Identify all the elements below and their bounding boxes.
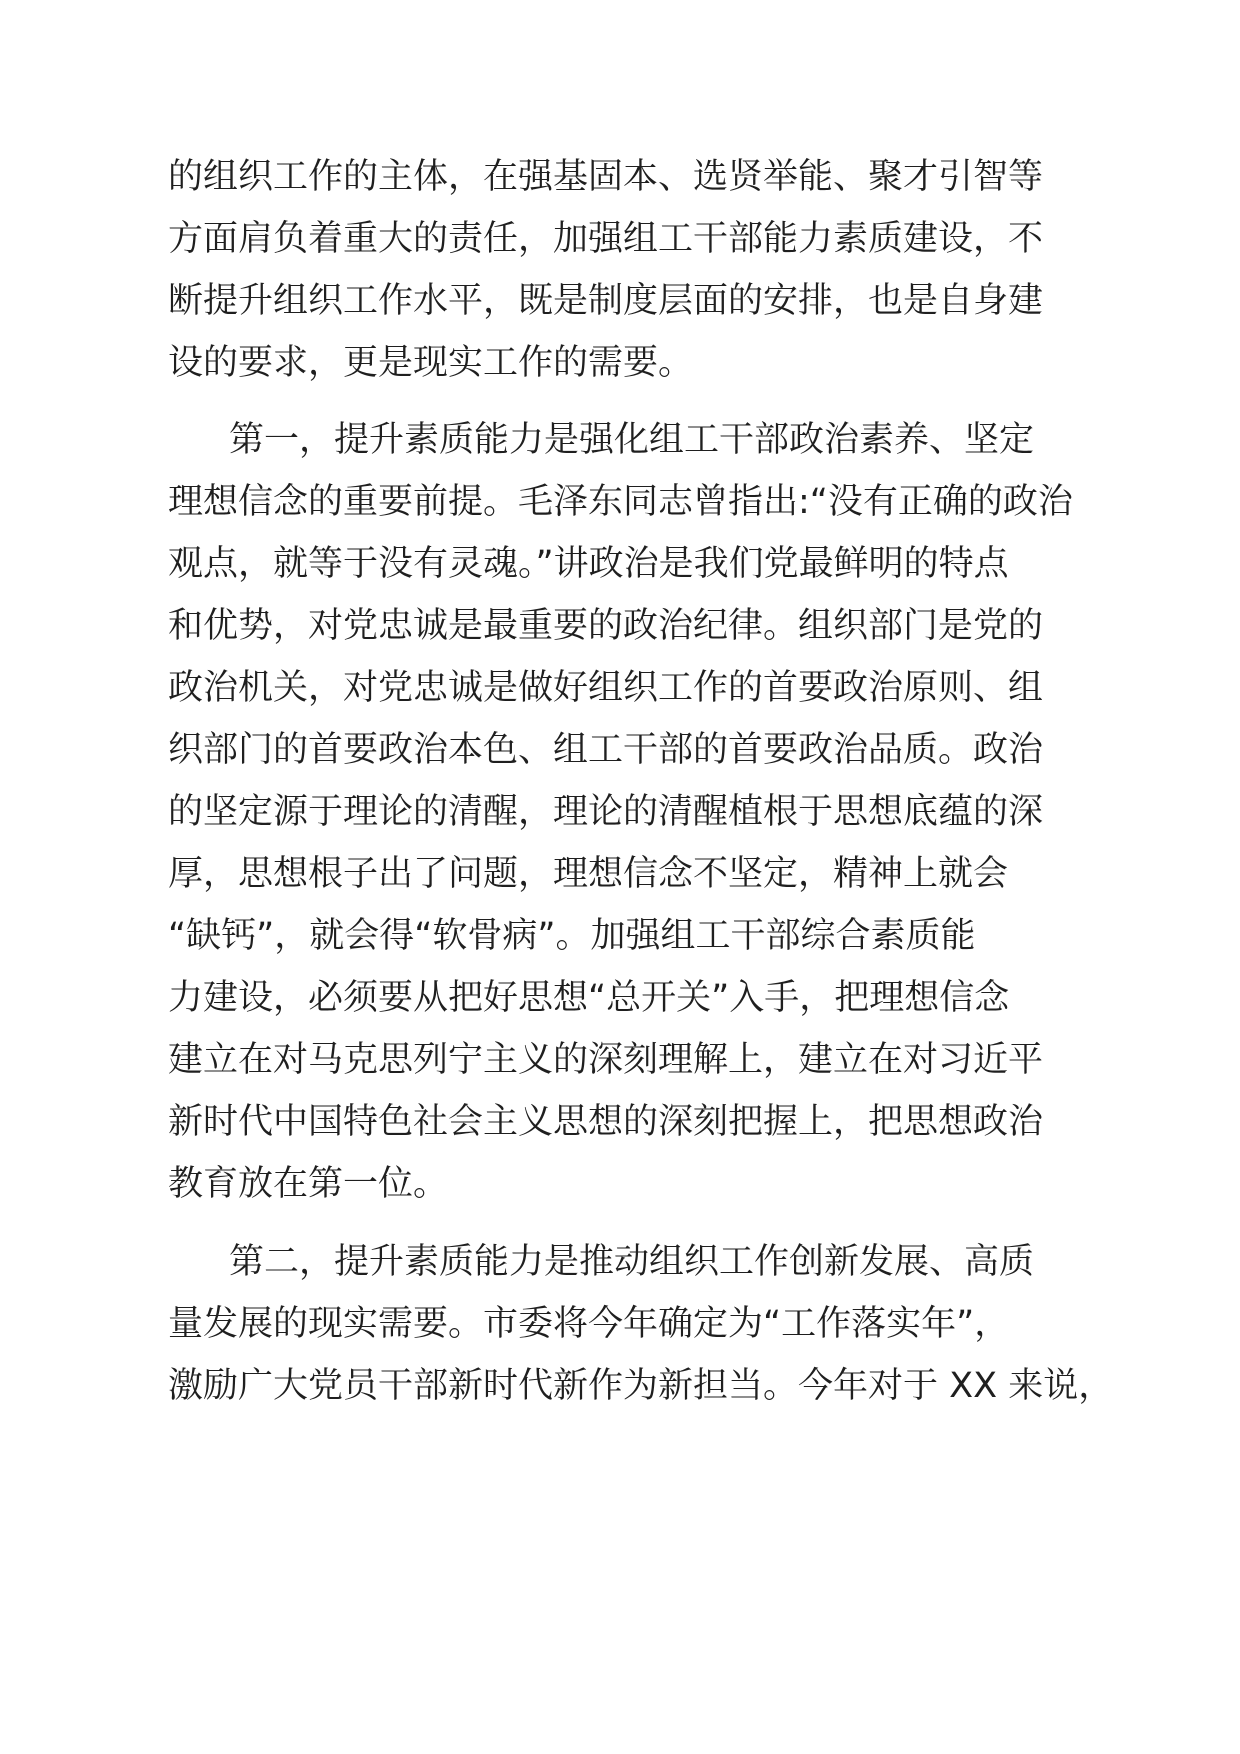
text-line: 新时代中国特色社会主义思想的深刻把握上，把思想政治 [168,1102,1044,1142]
text-line: 的组织工作的主体，在强基固本、选贤举能、聚才引智等 [168,157,1044,197]
text-line: 厚，思想根子出了问题，理想信念不坚定，精神上就会 [168,854,1009,894]
text-line: 第一，提升素质能力是强化组工干部政治素养、坚定 [229,420,1035,460]
text-line: 理想信念的重要前提。毛泽东同志曾指出:“没有正确的政治 [168,482,1073,522]
text-line: 方面肩负着重大的责任，加强组工干部能力素质建设，不 [168,219,1044,259]
text-line: 断提升组织工作水平，既是制度层面的安排，也是自身建 [168,281,1044,321]
text-line: 量发展的现实需要。市委将今年确定为“工作落实年”， [168,1304,1010,1344]
text-line: 第二，提升素质能力是推动组织工作创新发展、高质 [229,1242,1035,1282]
text-line: 观点，就等于没有灵魂。”讲政治是我们党最鲜明的特点 [168,544,1009,584]
text-line: 和优势，对党忠诚是最重要的政治纪律。组织部门是党的 [168,606,1044,646]
text-line: 织部门的首要政治本色、组工干部的首要政治品质。政治 [168,730,1044,770]
text-line: 设的要求，更是现实工作的需要。 [168,343,694,383]
text-line: 的坚定源于理论的清醒，理论的清醒植根于思想底蕴的深 [168,792,1044,832]
text-line: 力建设，必须要从把好思想“总开关”入手，把理想信念 [168,978,1010,1018]
text-line: 政治机关，对党忠诚是做好组织工作的首要政治原则、组 [168,668,1044,708]
text-line: 激励广大党员干部新时代新作为新担当。今年对于 XX 来说， [168,1366,1114,1406]
text-line: 建立在对马克思列宁主义的深刻理解上，建立在对习近平 [168,1040,1044,1080]
text-line: “缺钙”，就会得“软骨病”。加强组工干部综合素质能 [168,916,976,956]
text-line: 教育放在第一位。 [168,1164,449,1204]
